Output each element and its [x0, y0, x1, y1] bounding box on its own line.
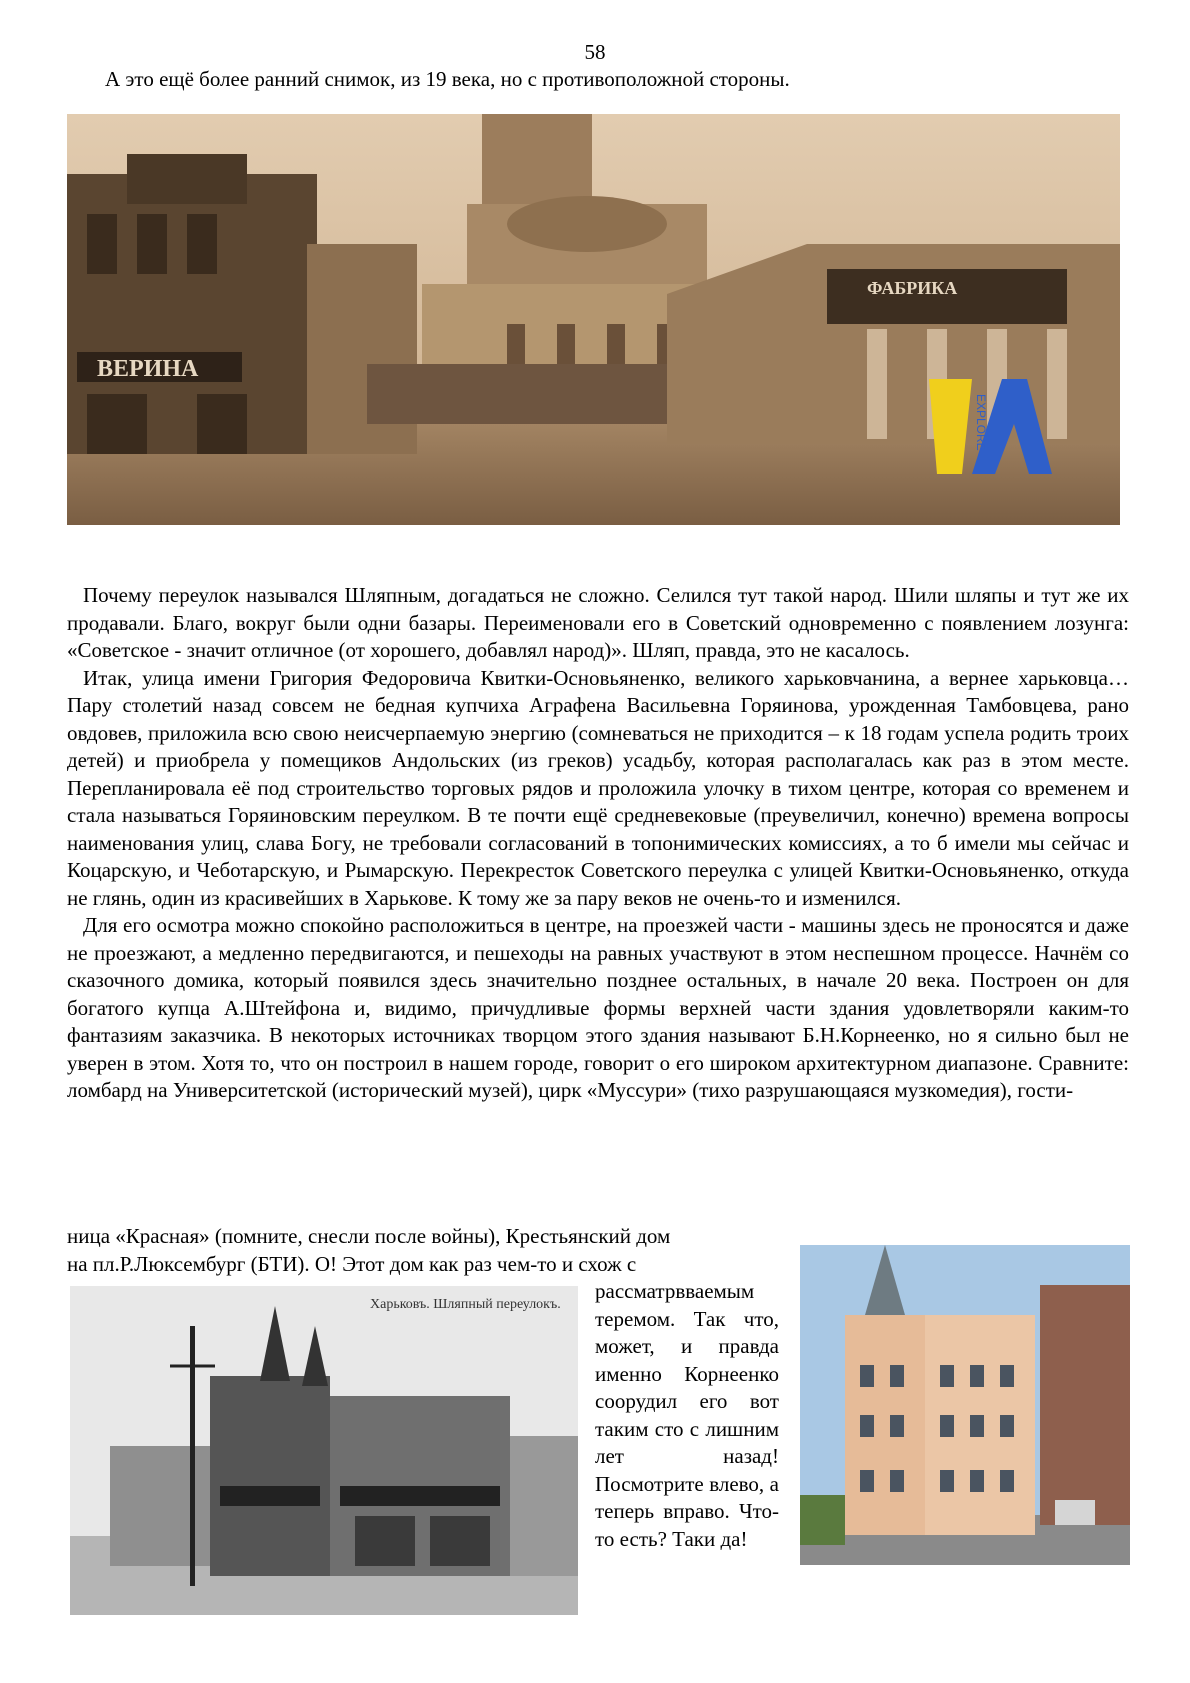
sign-right-text: ФАБРИКА [867, 278, 958, 298]
article-body [67, 582, 1129, 1105]
paragraph-1: Почему переулок назывался Шляпным, догадаться не сложно. Селился тут такой народ. Шили шляпы и тут же их продавали. Благо, вокруг были одни базары. Переименовали его в Советский одновременно с появлением лозунга: «Советское - значит отличное (от хорошего, добавлял народ)». Шляп, правда, это не касалось. [67, 583, 1129, 662]
float-line-2: на пл.Р.Люксембург (БТИ). О! Этот дом как раз чем-то и схож с [67, 1251, 637, 1276]
float-line-1: ница «Красная» (помните, снесли после войны), Крестьянский дом [67, 1224, 671, 1248]
paragraph-2: Итак, улица имени Григория Федоровича Квитки-Основьяненко, великого харьковчанина, а вернее харьковца… Пару столетий назад совсем не бедная купчиха Аграфена Васильевна Горяинова, урожденная Тамбовцева, рано овдовев, приложила всю свою неисчерпаемую энергию (сомневаться не приходится – к 18 годам успела родить троих детей) и приобрела у помещиков Андольских (из греков) усадьбу, которая располагалась как раз в этом месте. Перепланировала её под строительство торговых рядов и проложила улочку в тихом центре, которая со временем и стала называться Горяиновским переулком. В те почти ещё средневековые (преувеличил, конечно) времена вопросы наименования улиц, слава Богу, не требовали согласований в топонимических комиссиях, а то б имели мы сейчас и Коцарскую, и Чеботарскую, и Рымарскую. Перекресток Советского переулка с улицей Квитки-Основьяненко, откуда не глянь, один из красивейших в Харькове. К тому же за пару веков не очень-то и изменился. [67, 665, 1129, 910]
old-postcard-photo [70, 1286, 578, 1615]
paragraph-3: Для его осмотра можно спокойно расположиться в центре, на проезжей части - машины здесь не проносятся и даже не проезжают, а медленно передвигаются, и пешеходы на равных участвуют в этом неспешном процессе. Начнём со сказочного домика, который появился здесь значительно позднее остальных, в начале 20 века. Построен он для богатого купца А.Штейфона и, видимо, причудливые формы верхней части здания удовлетворяли каким-то фантазиям заказчика. В некоторых источниках творцом этого здания называют Б.Н.Корнеенко, но я сильно был не уверен в этом. Хотя то, что он построил в нашем городе, говорит о его широком архитектурном диапазоне. Сравните: ломбард на Университетской (исторический музей), цирк «Муссури» (тихо разрушающаяся музкомедия), гости- [67, 913, 1129, 1102]
caption-column: рассматрвваемым теремом. Так что, может, и правда именно Корнеенко соорудил его вот таким сто с лишним лет назад! Посмотрите влево, а теперь вправо. Что-то есть? Таки да! [595, 1279, 779, 1551]
float-text [67, 1223, 779, 1278]
svg-text:EXPLORE: EXPLORE [974, 394, 988, 451]
modern-building-photo [800, 1245, 1130, 1565]
sign-left-text: ВЕРИНА [97, 356, 199, 382]
intro-line: А это ещё более ранний снимок, из 19 века, но с противоположной стороны. [105, 67, 790, 91]
historic-square-photo [67, 114, 1120, 525]
page-number: 58 [584, 40, 606, 64]
postcard-caption: Харьковъ. Шляпный переулокъ. [370, 1297, 561, 1312]
